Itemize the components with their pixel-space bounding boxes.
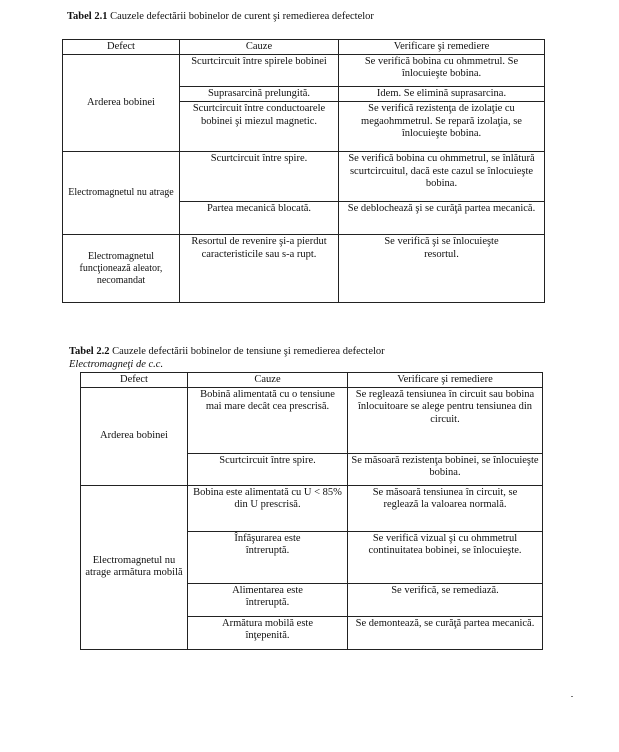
remedy-cell: Se verifică bobina cu ohmmetrul. Se înlocuieşte bobina.	[339, 54, 545, 86]
remedy-cell: Se demontează, se curăţă partea mecanică.	[348, 616, 543, 649]
table1-caption	[67, 11, 374, 23]
remedy-cell: Idem. Se elimină suprasarcina.	[339, 86, 545, 102]
cause-cell: Bobina este alimentată cu U < 85% din U prescrisă.	[188, 485, 348, 531]
remedy-cell: Se măsoară rezistenţa bobinei, se înlocuieşte bobina.	[348, 453, 543, 485]
cause-cell: Scurtcircuit între spire.	[180, 152, 339, 202]
cause-cell: Bobină alimentată cu o tensiune mai mare decât cea prescrisă.	[188, 387, 348, 453]
defect-cell: Electromagnetul funcţionează aleator, necomandat	[63, 235, 180, 303]
table2-label: Tabel 2.2	[69, 346, 110, 357]
table-row	[63, 235, 545, 303]
table-row	[63, 54, 545, 86]
remedy-cell: Se verifică, se remediază.	[348, 583, 543, 616]
remedy-cell: Se verifică vizual şi cu ohmmetrul continuitatea bobinei, se înlocuieşte.	[348, 531, 543, 583]
table-row	[81, 485, 543, 531]
remedy-cell: Se verifică rezistenţa de izolaţie cu megaohmmetrul. Se repară izolaţia, se înlocuieşte bobina.	[339, 102, 545, 152]
remedy-cell: Se verifică şi se înlocuieşte resortul.	[339, 235, 545, 303]
table1-label: Tabel 2.1	[67, 11, 108, 22]
table1-header-defect: Defect	[63, 40, 180, 55]
scan-speck	[571, 696, 573, 697]
remedy-cell: Se reglează tensiunea în circuit sau bobina înlocuitoare se alege pentru tensiunea din circuit.	[348, 387, 543, 453]
table1	[62, 39, 545, 303]
cause-cell: Armătura mobilă este înţepenită.	[188, 616, 348, 649]
table2-header-remedy: Verificare şi remediere	[348, 373, 543, 388]
table2	[80, 372, 543, 650]
table1-header-row	[63, 40, 545, 55]
table-row	[63, 152, 545, 202]
table1-title: Cauzele defectării bobinelor de curent şi remedierea defectelor	[110, 11, 374, 22]
cause-cell: Scurtcircuit între conductoarele bobinei şi miezul magnetic.	[180, 102, 339, 152]
cause-cell: Scurtcircuit între spire.	[188, 453, 348, 485]
defect-cell: Arderea bobinei	[81, 387, 188, 485]
defect-cell: Arderea bobinei	[63, 54, 180, 152]
table2-caption	[69, 346, 385, 358]
remedy-cell: Se deblochează şi se curăţă partea mecanică.	[339, 202, 545, 235]
remedy-cell: Se măsoară tensiunea în circuit, se reglează la valoarea normală.	[348, 485, 543, 531]
table2-header-defect: Defect	[81, 373, 188, 388]
remedy-cell: Se verifică bobina cu ohmmetrul, se înlătură scurtcircuitul, dacă este cazul se înlocuieşte bobina.	[339, 152, 545, 202]
table1-header-remedy: Verificare şi remediere	[339, 40, 545, 55]
cause-cell: Înfăşurarea este întreruptă.	[188, 531, 348, 583]
table2-title: Cauzele defectării bobinelor de tensiune şi remedierea defectelor	[112, 346, 385, 357]
cause-cell: Resortul de revenire şi-a pierdut caracteristicile sau s-a rupt.	[180, 235, 339, 303]
table1-header-causes: Cauze	[180, 40, 339, 55]
cause-cell: Scurtcircuit între spirele bobinei	[180, 54, 339, 86]
table2-header-row	[81, 373, 543, 388]
table2-subtitle: Electromagneţi de c.c.	[69, 359, 164, 370]
cause-cell: Alimentarea este întreruptă.	[188, 583, 348, 616]
table-row	[81, 387, 543, 453]
cause-cell: Suprasarcină prelungită.	[180, 86, 339, 102]
defect-cell: Electromagnetul nu atrage armătura mobilă	[81, 485, 188, 649]
defect-cell: Electromagnetul nu atrage	[63, 152, 180, 235]
cause-cell: Partea mecanică blocată.	[180, 202, 339, 235]
table2-header-causes: Cauze	[188, 373, 348, 388]
